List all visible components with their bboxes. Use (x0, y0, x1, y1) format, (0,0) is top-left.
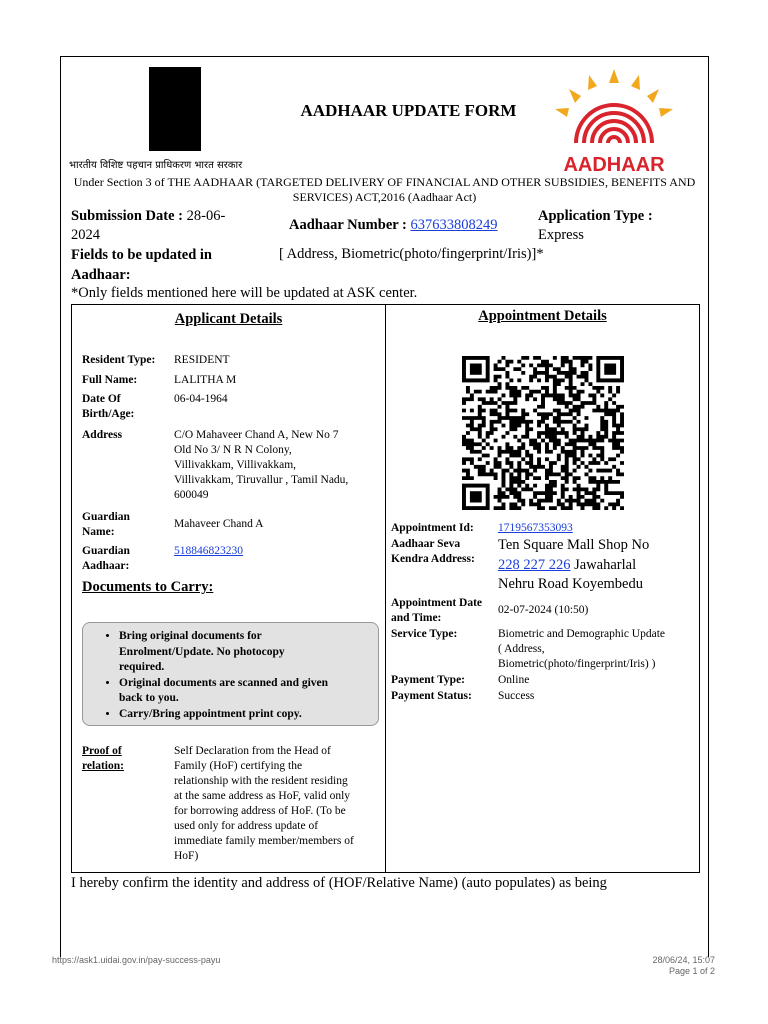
proof-label-line2: relation: (82, 760, 124, 772)
ask-label-line1: Aadhaar Seva (391, 538, 461, 550)
column-divider (385, 305, 386, 872)
guardian-aadhaar-label-line2: Aadhaar: (82, 560, 130, 572)
address-line: C/O Mahaveer Chand A, New No 7 (174, 429, 339, 441)
footer-url: https://ask1.uidai.gov.in/pay-success-payu (52, 955, 221, 965)
dob-label-line1: Date Of (82, 393, 121, 405)
footer-datetime: 28/06/24, 15:07 (652, 955, 715, 965)
payment-type-label: Payment Type: (391, 674, 465, 686)
address-label: Address (82, 429, 123, 441)
application-type (538, 207, 653, 245)
document-item: • Carry/Bring appointment print copy. (119, 707, 378, 723)
submission-year: 2024 (71, 227, 100, 243)
submission-label: Submission Date : (71, 208, 183, 224)
dob-label (82, 392, 134, 422)
documents-box (82, 622, 379, 726)
payment-status-label: Payment Status: (391, 690, 472, 702)
document-item: • Original documents are scanned and given back to you. (119, 676, 378, 707)
guardian-aadhaar-link[interactable]: 518846823230 (174, 545, 243, 557)
ask-label-line2: Kendra Address: (391, 553, 475, 565)
dob-label-line2: Birth/Age: (82, 408, 135, 420)
payment-status-value: Success (498, 690, 535, 702)
aadhaar-label: Aadhaar Number : (289, 217, 407, 233)
guardian-name-value: Mahaveer Chand A (174, 518, 264, 530)
address-line: Old No 3/ N R N Colony, (174, 444, 292, 456)
app-type-value: Express (538, 227, 584, 243)
fields-label-line2: Aadhaar: (71, 267, 131, 283)
submission-value: 28-06- (186, 208, 226, 224)
guardian-aadhaar-label (82, 544, 130, 574)
ask-address-line: Ten Square Mall Shop No (498, 537, 650, 553)
aadhaar-number-link[interactable]: 637633808249 (410, 217, 498, 233)
guardian-aadhaar-label-line1: Guardian (82, 545, 130, 557)
payment-type-value: Online (498, 674, 530, 686)
full-name-label: Full Name: (82, 374, 138, 386)
confirmation-text: I hereby confirm the identity and address of (HOF/Relative Name) (auto populates) as being (71, 875, 607, 891)
full-name-value: LALITHA M (174, 374, 237, 386)
logo-text: AADHAAR (563, 154, 665, 176)
fields-note: *Only fields mentioned here will be updated at ASK center. (71, 285, 418, 301)
under-section-text: Under Section 3 of THE AADHAAR (TARGETED DELIVERY OF FINANCIAL AND OTHER SUBSIDIES, BENEFITS AND SERVICES) ACT,2016 (Aadhaar Act) (73, 175, 696, 204)
app-type-label: Application Type : (538, 208, 653, 224)
service-type-label: Service Type: (391, 628, 458, 640)
ask-phone-link[interactable]: 228 227 226 (498, 556, 571, 573)
date-label-line2: and Time: (391, 612, 442, 624)
resident-type-label: Resident Type: (82, 354, 156, 366)
guardian-name-label (82, 510, 130, 540)
form-title: AADHAAR UPDATE FORM (300, 101, 517, 120)
details-table (71, 304, 700, 873)
guardian-label-line2: Name: (82, 526, 115, 538)
proof-text: Self Declaration from the Head of Family (HoF) certifying the relationship with the resident residing at the same address as HoF, valid only for borrowing address of HoF. (To be used only for address update of immediate family member/members of HoF) (174, 745, 354, 862)
aadhaar-logo-icon (547, 69, 681, 181)
appointment-date-label (391, 596, 482, 626)
fields-value: [ Address, Biometric(photo/fingerprint/Iris)]* (279, 246, 544, 262)
ask-address-label (391, 537, 475, 567)
appointment-id-link[interactable]: 1719567353093 (498, 522, 573, 534)
ask-address-value (498, 536, 649, 595)
address-value (174, 428, 384, 503)
address-line: Villivakkam, Tiruvallur , Tamil Nadu, (174, 474, 349, 486)
fields-label (71, 245, 212, 285)
fields-label-line1: Fields to be updated in (71, 247, 212, 263)
footer-meta (652, 955, 715, 977)
ask-address-line: Nehru Road Koyembedu (498, 576, 643, 592)
address-line: 600049 (174, 489, 209, 501)
appointment-id-label: Appointment Id: (391, 522, 474, 534)
service-type-value: Biometric and Demographic Update ( Address, Biometric(photo/fingerprint/Iris) ) (498, 628, 666, 670)
dob-value: 06-04-1964 (174, 393, 228, 405)
hindi-org-name: भारतीय विशिष्ट पहचान प्राधिकरण भारत सरकार (69, 160, 243, 171)
appointment-date-value: 02-07-2024 (10:50) (498, 604, 589, 616)
ask-address-line: 228 227 226 Jawaharlal (498, 556, 637, 573)
proof-label-line1: Proof of (82, 745, 122, 757)
proof-label (82, 744, 124, 774)
form-page (60, 56, 709, 957)
qr-code-icon (462, 356, 624, 510)
date-label-line1: Appointment Date (391, 597, 483, 609)
guardian-label-line1: Guardian (82, 511, 130, 523)
footer-page: Page 1 of 2 (668, 966, 715, 976)
appointment-heading: Appointment Details (478, 308, 607, 324)
address-line: Villivakkam, Villivakkam, (174, 459, 297, 471)
aadhaar-number (289, 217, 498, 234)
submission-date (71, 207, 261, 245)
documents-heading: Documents to Carry: (82, 579, 214, 595)
resident-type-value: RESIDENT (174, 354, 230, 366)
applicant-heading: Applicant Details (174, 311, 283, 327)
document-item: • Bring original documents for Enrolment/Update. No photocopy required. (119, 629, 378, 676)
